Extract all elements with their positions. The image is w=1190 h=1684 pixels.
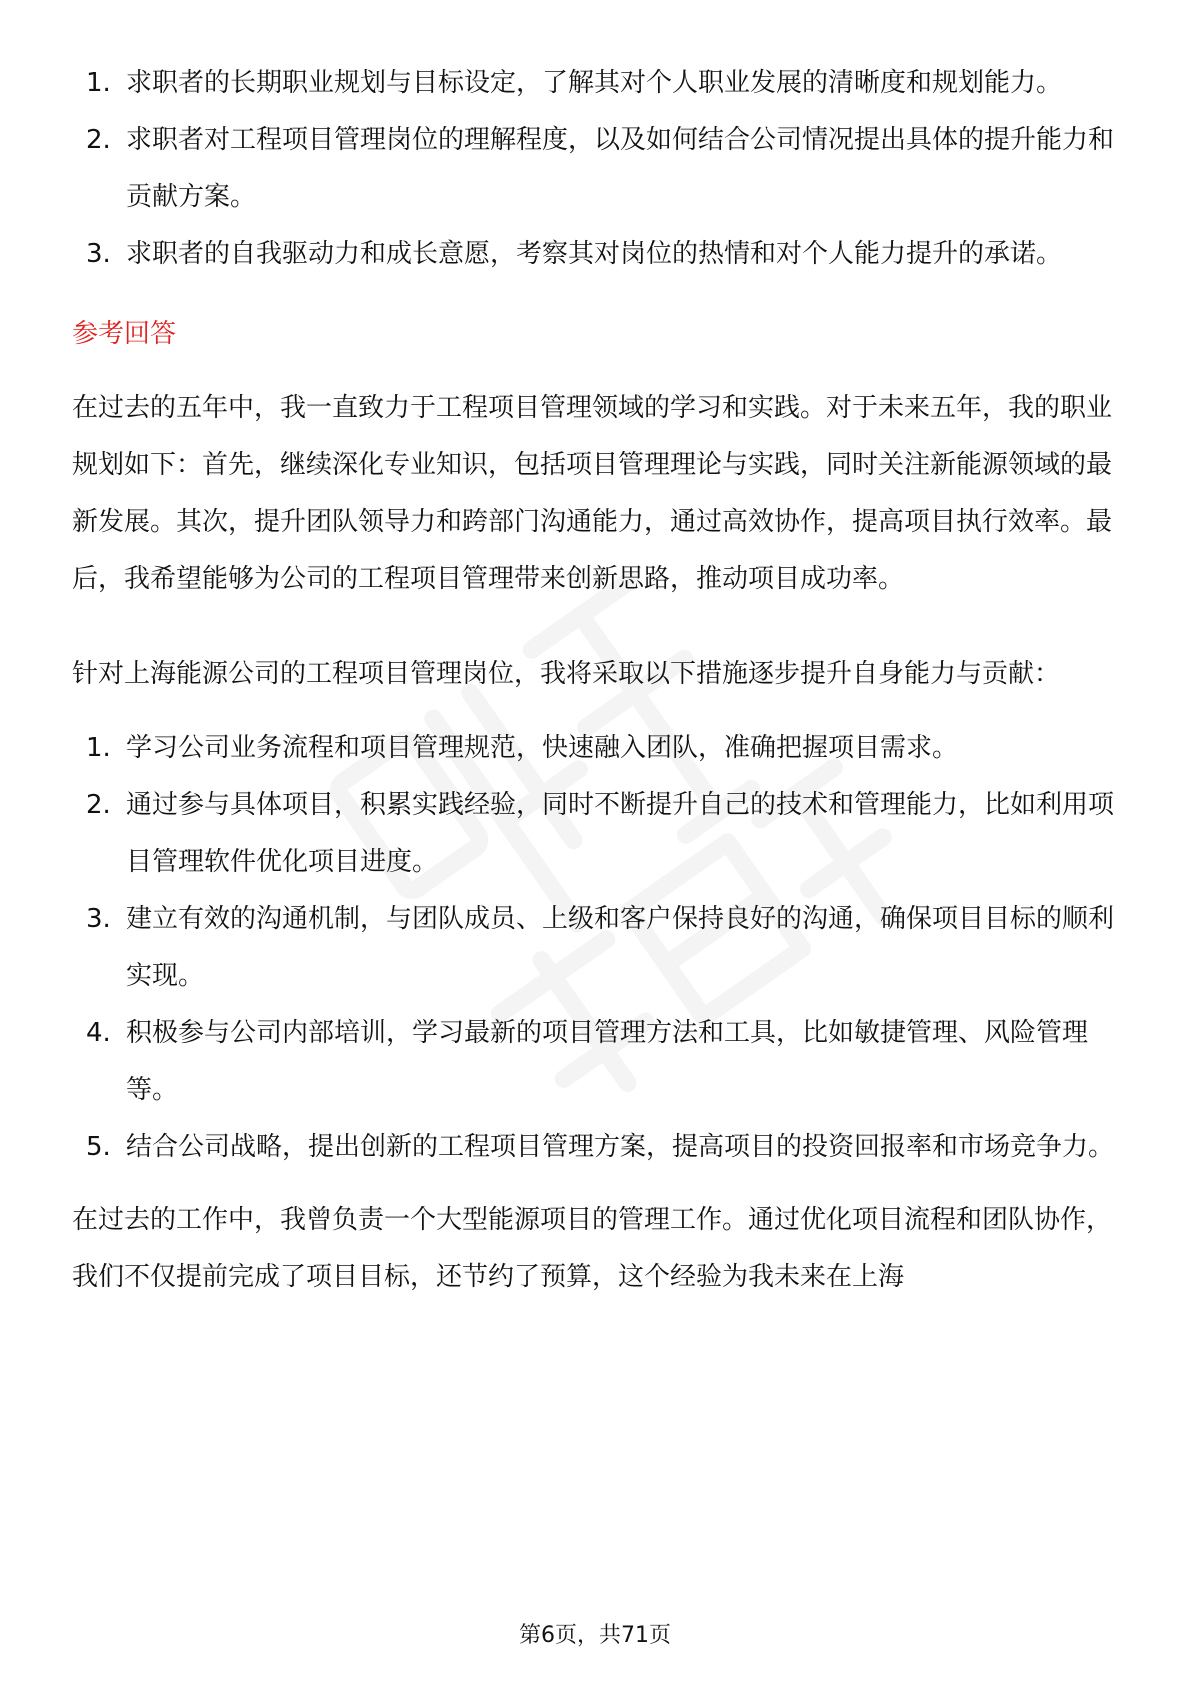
list-item-text: 学习公司业务流程和项目管理规范，快速融入团队，准确把握项目需求。 — [126, 733, 959, 763]
list-item — [72, 891, 1122, 1005]
list-item — [72, 1119, 1122, 1176]
list-item-text: 求职者的长期职业规划与目标设定，了解其对个人职业发展的清晰度和规划能力。 — [126, 68, 1063, 98]
list-item — [72, 1005, 1122, 1119]
intro-list — [72, 55, 1122, 283]
list-item-text: 积极参与公司内部培训，学习最新的项目管理方法和工具，比如敏捷管理、风险管理等。 — [126, 1018, 1089, 1105]
list-number: 1. — [86, 733, 111, 763]
list-number: 2. — [86, 790, 111, 820]
paragraph-past-experience: 在过去的工作中，我曾负责一个大型能源项目的管理工作。通过优化项目流程和团队协作，我们不仅提前完成了项目目标，还节约了预算，这个经验为我未来在上海 — [72, 1205, 1113, 1292]
section-heading: 参考回答 — [72, 319, 177, 349]
list-number: 3. — [86, 904, 111, 934]
list-item — [72, 720, 1122, 777]
list-item — [72, 112, 1122, 226]
list-item-text: 求职者对工程项目管理岗位的理解程度，以及如何结合公司情况提出具体的提升能力和贡献方案。 — [126, 125, 1115, 212]
document-page — [72, 55, 1122, 1306]
list-number: 3. — [86, 239, 111, 269]
list-item-text: 通过参与具体项目，积累实践经验，同时不断提升自己的技术和管理能力，比如利用项目管理软件优化项目进度。 — [126, 790, 1115, 877]
paragraph-improvement-intro: 针对上海能源公司的工程项目管理岗位，我将采取以下措施逐步提升自身能力与贡献： — [72, 659, 1061, 689]
list-number: 2. — [86, 125, 111, 155]
list-item — [72, 777, 1122, 891]
list-number: 1. — [86, 68, 111, 98]
list-item-text: 建立有效的沟通机制，与团队成员、上级和客户保持良好的沟通，确保项目目标的顺利实现。 — [126, 904, 1115, 991]
list-number: 5. — [86, 1132, 111, 1162]
list-item-text: 结合公司战略，提出创新的工程项目管理方案，提高项目的投资回报率和市场竞争力。 — [126, 1132, 1115, 1162]
page-footer: 第6页，共71页 — [519, 1623, 671, 1648]
list-item — [72, 226, 1122, 283]
measures-list — [72, 720, 1122, 1176]
list-item-text: 求职者的自我驱动力和成长意愿，考察其对岗位的热情和对个人能力提升的承诺。 — [126, 239, 1063, 269]
paragraph-career-plan: 在过去的五年中，我一直致力于工程项目管理领域的学习和实践。对于未来五年，我的职业规划如下：首先，继续深化专业知识，包括项目管理理论与实践，同时关注新能源领域的最新发展。其次，提升团队领导力和跨部门沟通能力，通过高效协作，提高项目执行效率。最后，我希望能够为公司的工程项目管理带来创新思路，推动项目成功率。 — [72, 393, 1113, 594]
list-item — [72, 55, 1122, 112]
list-number: 4. — [86, 1018, 111, 1048]
